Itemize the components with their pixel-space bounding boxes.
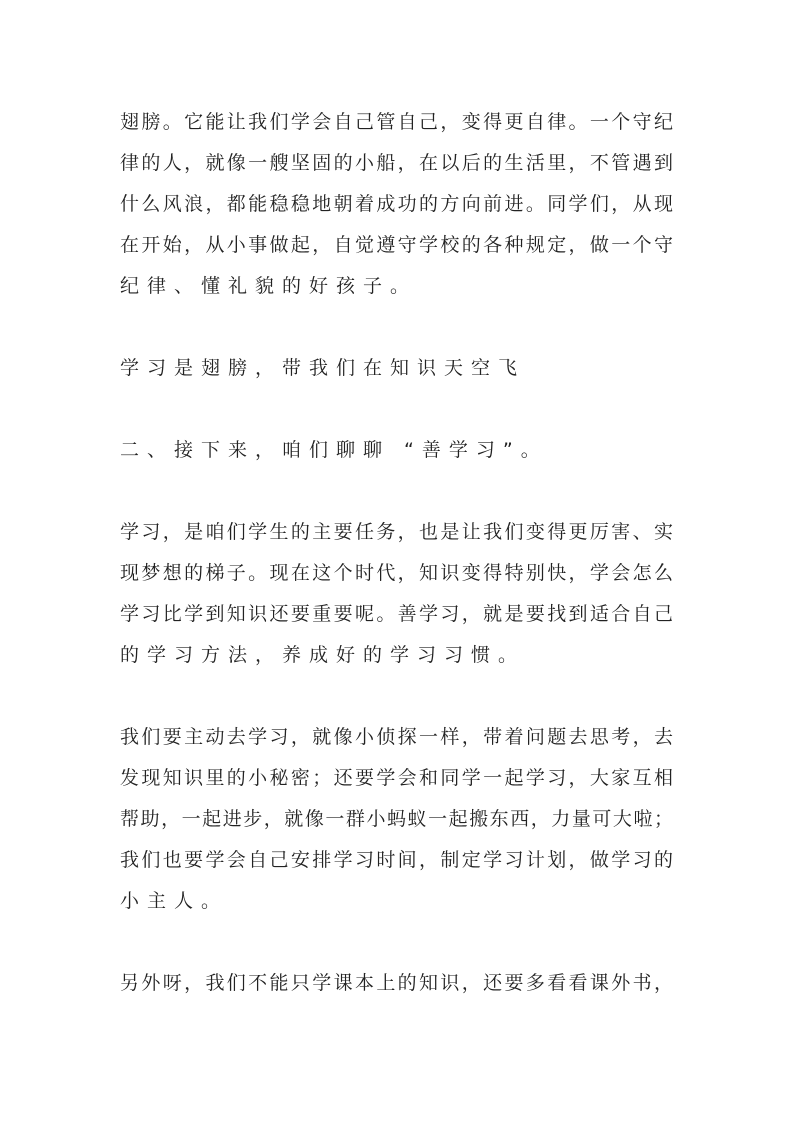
text-line: 现梦想的梯子。现在这个时代，知识变得特别快，学会怎么 <box>120 562 673 584</box>
text-line: 律的人，就像一艘坚固的小船，在以后的生活里，不管遇到 <box>120 152 673 174</box>
paragraph-learning <box>120 512 673 676</box>
text-line: 纪律、懂礼貌的好孩子。 <box>120 275 418 297</box>
document-body <box>120 102 673 1045</box>
text-line: 另外呀，我们不能只学课本上的知识，还要多看看课外书， <box>120 972 673 994</box>
text-line: 在开始，从小事做起，自觉遵守学校的各种规定，做一个守 <box>120 234 673 256</box>
text-line: 的学习方法，养成好的学习习惯。 <box>120 644 526 666</box>
text-line: 学习，是咱们学生的主要任务，也是让我们变得更厉害、实 <box>120 521 673 543</box>
text-line: 帮助，一起进步，就像一群小蚂蚁一起搬东西，力量可大啦； <box>120 808 673 830</box>
text-line: 二、接下来，咱们聊聊 “善学习”。 <box>120 439 548 461</box>
paragraph-extracurricular <box>120 963 673 1004</box>
paragraph-active-learning <box>120 717 673 922</box>
section-heading <box>120 430 673 471</box>
text-line: 我们要主动去学习，就像小侦探一样，带着问题去思考，去 <box>120 726 673 748</box>
text-line: 学习比学到知识还要重要呢。善学习，就是要找到适合自己 <box>120 603 673 625</box>
text-line: 我们也要学会自己安排学习时间，制定学习计划，做学习的 <box>120 849 673 871</box>
text-line: 发现知识里的小秘密；还要学会和同学一起学习，大家互相 <box>120 767 673 789</box>
text-line: 学习是翅膀，带我们在知识天空飞 <box>120 357 526 379</box>
text-line: 小主人。 <box>120 890 229 912</box>
text-line: 翅膀。它能让我们学会自己管自己，变得更自律。一个守纪 <box>120 111 673 133</box>
paragraph-discipline <box>120 102 673 307</box>
text-line: 什么风浪，都能稳稳地朝着成功的方向前进。同学们，从现 <box>120 193 673 215</box>
section-subtitle <box>120 348 673 389</box>
